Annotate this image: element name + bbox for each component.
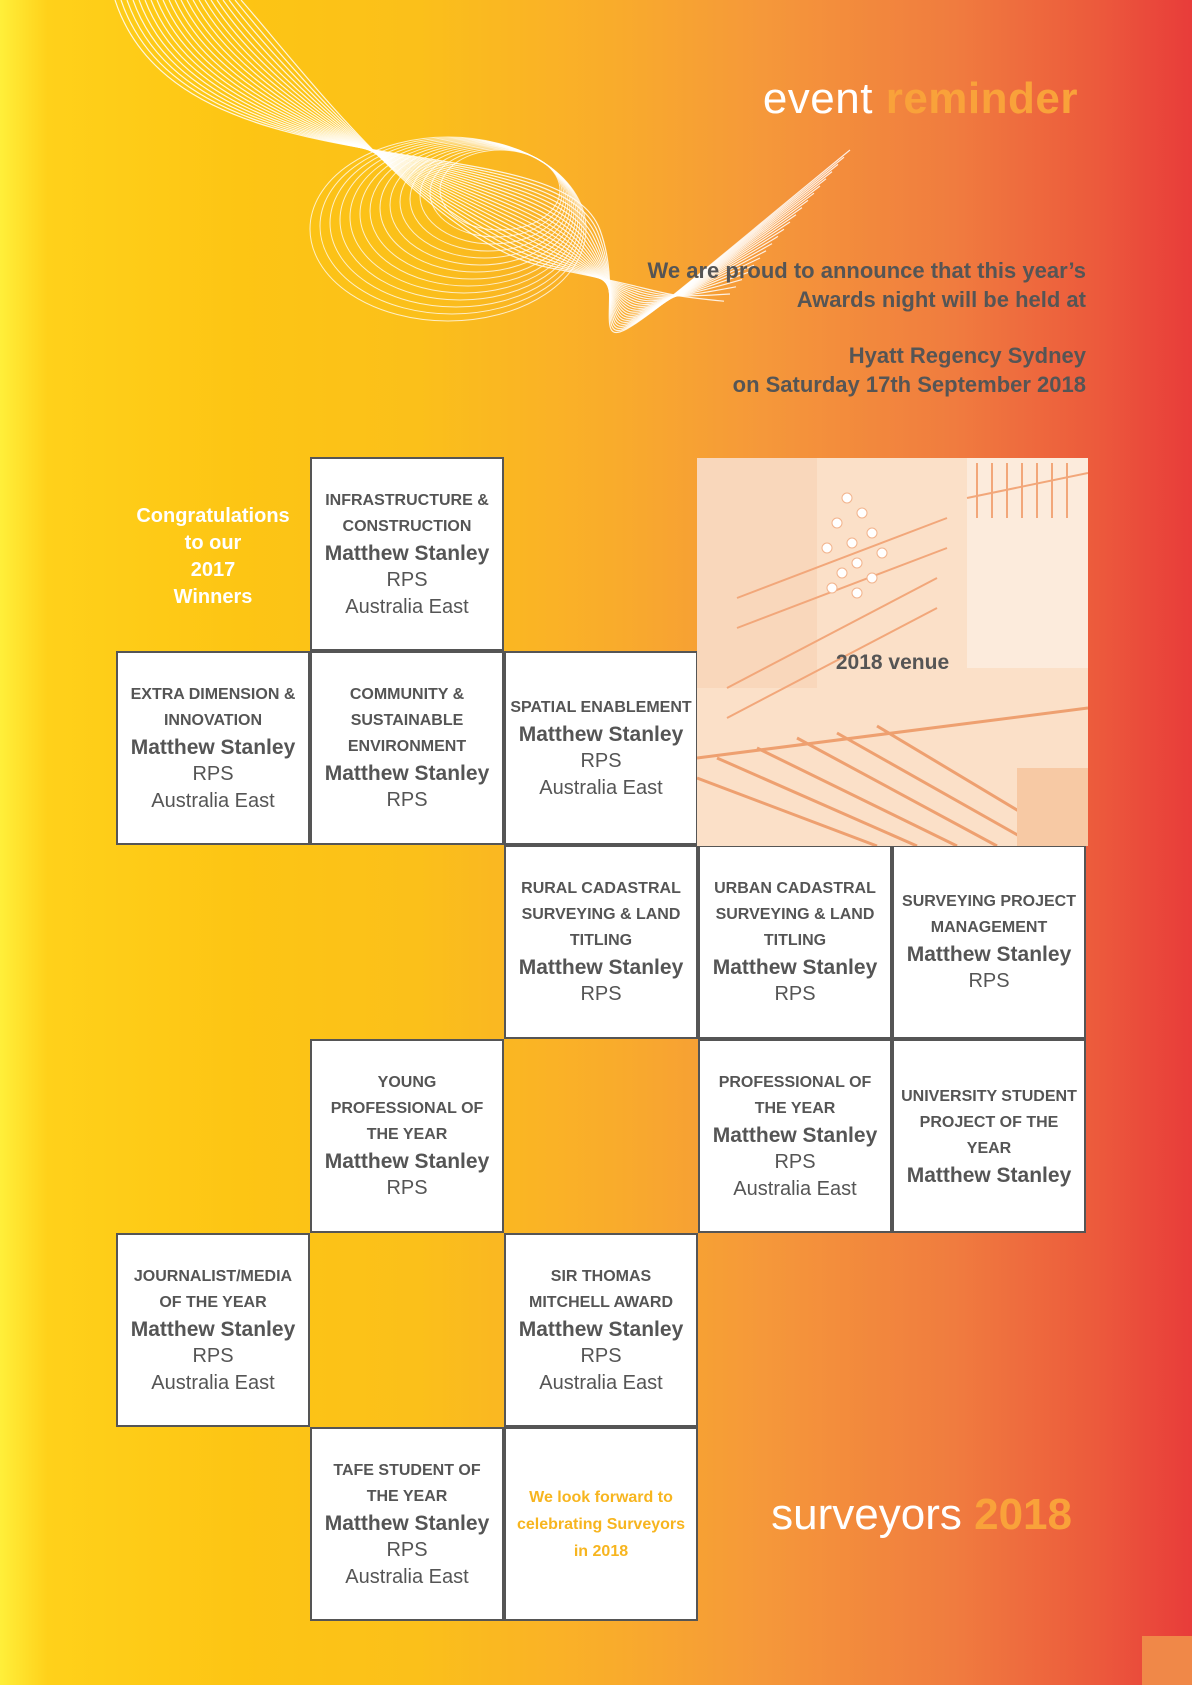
award-card-rural-cadastral [504, 845, 698, 1039]
winner-name: Matthew Stanley [324, 1511, 490, 1535]
award-category: COMMUNITY & SUSTAINABLE ENVIRONMENT [347, 686, 467, 755]
congrats-line: Winners [173, 586, 253, 608]
winner-name: Matthew Stanley [130, 1317, 296, 1341]
winner-region: Australia East [345, 1565, 469, 1588]
wave-loop [380, 144, 572, 272]
award-category: PROFESSIONAL OF THE YEAR [718, 1073, 872, 1117]
award-card-spatial [504, 651, 698, 845]
award-category: SIR THOMAS MITCHELL AWARD [529, 1267, 673, 1311]
award-card-extra-dimension [116, 651, 310, 845]
wave-line [235, 0, 730, 296]
award-card-young-professional [310, 1039, 504, 1233]
winner-region: Australia East [345, 595, 469, 618]
winner-name: Matthew Stanley [130, 735, 296, 759]
winner-name: Matthew Stanley [324, 762, 490, 785]
award-card-community [310, 651, 504, 845]
wave-loop [400, 146, 568, 258]
event-reminder-title [763, 74, 1078, 124]
winner-region: Australia East [539, 1371, 663, 1394]
wave-loop [420, 148, 564, 244]
winner-name: Matthew Stanley [518, 722, 684, 746]
wave-line [217, 0, 748, 299]
winner-name: Matthew Stanley [324, 541, 490, 565]
award-category: SURVEYING PROJECT MANAGEMENT [902, 893, 1076, 936]
winner-name: Matthew Stanley [906, 943, 1072, 966]
winner-name: Matthew Stanley [324, 1150, 490, 1173]
award-category: YOUNG PROFESSIONAL OF THE YEAR [330, 1074, 484, 1143]
winner-name: Matthew Stanley [518, 956, 684, 979]
award-card-sir-thomas-mitchell [504, 1233, 698, 1427]
award-category: RURAL CADASTRAL SURVEYING & LAND TITLING [521, 880, 681, 949]
closing-line: in 2018 [573, 1542, 629, 1560]
wave-loop [410, 147, 566, 251]
winner-name: Matthew Stanley [712, 956, 878, 979]
title-word-reminder: reminder [885, 74, 1078, 123]
wave-line [223, 0, 742, 297]
winner-company: RPS [386, 1538, 428, 1561]
corner-square [1142, 1636, 1192, 1685]
winner-company: RPS [774, 983, 816, 1005]
award-card-urban-cadastral [698, 845, 892, 1039]
winner-company: RPS [774, 1150, 816, 1173]
winner-region: Australia East [151, 789, 275, 812]
surveyors-2018-title [771, 1490, 1072, 1540]
winner-name: Matthew Stanley [906, 1163, 1072, 1187]
winner-company: RPS [580, 983, 622, 1005]
venue-label: 2018 venue [835, 651, 950, 674]
winner-company: RPS [580, 749, 622, 772]
award-card-university-student [892, 1039, 1086, 1233]
award-category: UNIVERSITY STUDENT PROJECT OF THE YEAR [901, 1087, 1077, 1157]
closing-line: We look forward to [529, 1488, 673, 1506]
winner-region: Australia East [151, 1371, 275, 1394]
award-category: INFRASTRUCTURE & CONSTRUCTION [325, 491, 489, 535]
closing-message-card [504, 1427, 698, 1621]
winner-region: Australia East [733, 1177, 857, 1200]
winner-company: RPS [386, 568, 428, 591]
congratulations-text [116, 503, 310, 611]
venue-photo [697, 458, 1088, 846]
wave-loop [430, 149, 562, 237]
wave-loop [390, 145, 570, 265]
venue-name: Hyatt Regency Sydney [848, 343, 1086, 368]
announcement-text [526, 256, 1086, 399]
winner-name: Matthew Stanley [712, 1123, 878, 1147]
winner-company: RPS [386, 789, 428, 811]
award-category: JOURNALIST/MEDIA OF THE YEAR [133, 1267, 293, 1311]
footer-word-surveyors: surveyors [771, 1490, 975, 1539]
award-category: EXTRA DIMENSION & INNOVATION [130, 685, 296, 729]
closing-line: celebrating Surveyors [516, 1515, 686, 1533]
winner-company: RPS [968, 970, 1010, 992]
award-card-tafe-student [310, 1427, 504, 1621]
congrats-line: Congratulations [136, 505, 290, 527]
winner-company: RPS [192, 1344, 234, 1367]
award-category: SPATIAL ENABLEMENT [510, 698, 692, 716]
footer-year: 2018 [974, 1490, 1072, 1539]
announcement-line: We are proud to announce that this year’s [647, 258, 1086, 283]
winner-company: RPS [386, 1177, 428, 1199]
award-card-project-management [892, 845, 1086, 1039]
congrats-year: 2017 [190, 559, 236, 581]
announcement-line: Awards night will be held at [796, 287, 1086, 312]
congrats-line: to our [184, 532, 242, 554]
award-card-infrastructure [310, 457, 504, 651]
winner-company: RPS [192, 762, 234, 785]
winner-name: Matthew Stanley [518, 1317, 684, 1341]
event-date: on Saturday 17th September 2018 [732, 372, 1086, 397]
title-word-event: event [762, 74, 886, 123]
award-card-journalist-media [116, 1233, 310, 1427]
winner-region: Australia East [539, 776, 663, 799]
award-category: TAFE STUDENT OF THE YEAR [333, 1461, 481, 1505]
award-category: URBAN CADASTRAL SURVEYING & LAND TITLING [714, 880, 876, 949]
award-card-professional [698, 1039, 892, 1233]
winner-company: RPS [580, 1344, 622, 1367]
wave-line [229, 0, 736, 296]
wave-loop [440, 150, 560, 230]
